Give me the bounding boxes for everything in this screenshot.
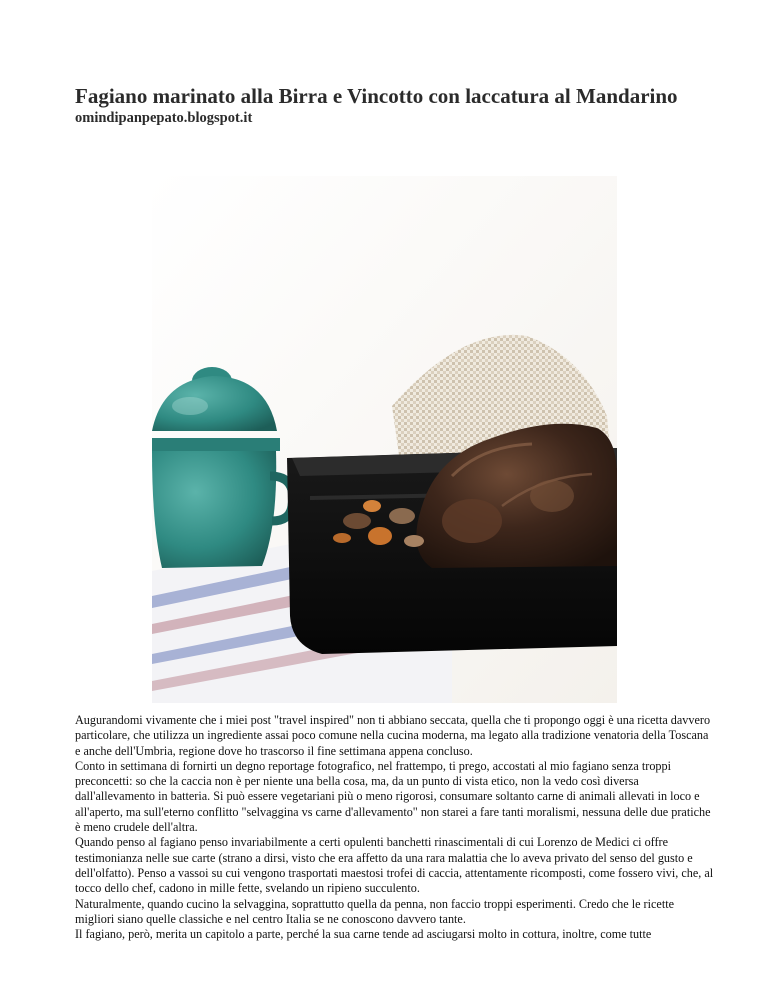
paragraph: Quando penso al fagiano penso invariabilmente a certi opulenti banchetti rinascimentali di cui Lorenzo de Medici ci offre testimonianza nelle sue carte (strano a dirsi, visto che era affetto da una rara malattia che lo aveva privato del senso del gusto e dell'olfatto). Penso a vassoi su cui vengono trasportati maestosi trofei di caccia, attentamente ricomposti, come fossero vivi, che, al tocco dello chef, cadono in mille fette, svelando un ripieno succulento. [75, 835, 714, 896]
source-site[interactable]: omindipanpepato.blogspot.it [75, 110, 253, 126]
paragraph: Il fagiano, però, merita un capitolo a parte, perché la sua carne tende ad asciugarsi molto in cottura, inoltre, come tutte [75, 927, 652, 942]
article-body [75, 713, 715, 942]
paragraph: Conto in settimana di fornirti un degno reportage fotografico, nel frattempo, ti prego, accostati al mio fagiano senza troppi preconcetti: so che la caccia non è per niente una bella cosa, ma, da un punto di vista etico, non la vedo così diversa dall'allevamento in batteria. Si può essere vegetariani più o meno rigorosi, consumare soltanto carne di animali allevati in loco e all'aperto, ma sull'eterno conflitto "selvaggina vs carne d'allevamento" non starei a fare tanti moralismi, nessuna delle due pratiche è meno crudele dell'altra. [75, 758, 711, 835]
recipe-photo [152, 176, 617, 703]
page-title: Fagiano marinato alla Birra e Vincotto con laccatura al Mandarino [75, 84, 678, 108]
paragraph: Augurandomi vivamente che i miei post "travel inspired" non ti abbiano seccata, quella che ti propongo oggi è una ricetta davvero particolare, che utilizza un ingrediente assai poco comune nella cucina moderna, ma legato alla tradizione venatoria della Toscana e anche dell'Umbria, regione dove ho trascorso il fine settimana appena concluso. [75, 713, 711, 758]
paragraph: Naturalmente, quando cucino la selvaggina, soprattutto quella da penna, non faccio troppi esperimenti. Credo che le ricette migliori siano quelle classiche e nel centro Italia se ne conoscono davvero tante. [75, 896, 675, 926]
